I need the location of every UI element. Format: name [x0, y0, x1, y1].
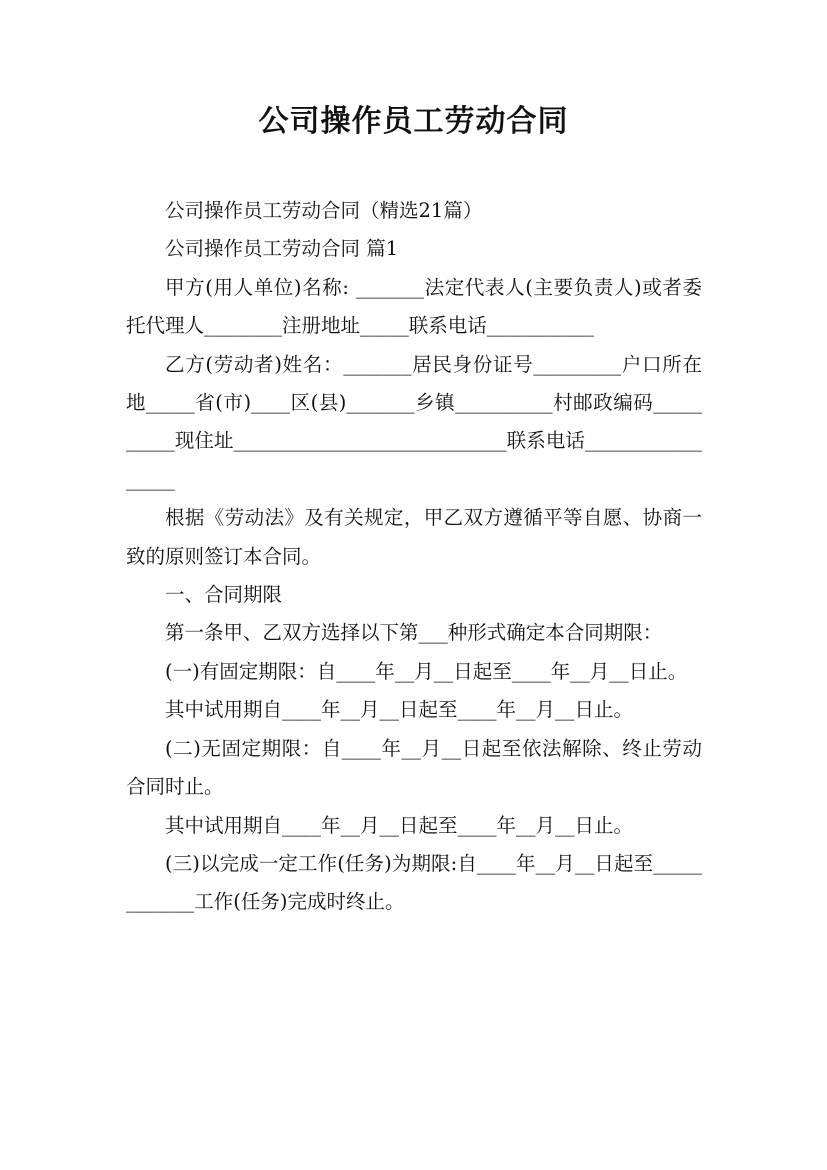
document-body	[126, 192, 702, 922]
preamble-paragraph: 根据《劳动法》及有关规定，甲乙双方遵循平等自愿、协商一致的原则签订本合同。	[126, 506, 702, 568]
subtitle-paragraph: 公司操作员工劳动合同（精选21篇）	[165, 199, 483, 222]
probation-paragraph: 其中试用期自____年__月__日起至____年__月__日止。	[165, 813, 634, 837]
chapter-heading: 一、合同期限	[165, 583, 283, 607]
party-a-paragraph: 甲方(用人单位)名称: _______法定代表人(主要负责人)或者委托代理人________注册地址_____联系电话___________	[126, 275, 702, 338]
probation-paragraph: 其中试用期自____年__月__日起至____年__月__日止。	[165, 698, 634, 722]
section-heading: 公司操作员工劳动合同 篇1	[165, 237, 399, 261]
party-b-paragraph: 乙方(劳动者)姓名：_______居民身份证号_________户口所在地_____省(市)____区(县)_______乡镇__________村邮政编码__________现住址____________________________联系电话_________________	[126, 352, 702, 491]
task-term-paragraph: (三)以完成一定工作(任务)为期限:自____年__月__日起至____________工作(任务)完成时终止。	[126, 851, 702, 914]
open-term-paragraph: (二)无固定期限：自____年__月__日起至依法解除、终止劳动合同时止。	[126, 736, 702, 799]
article-1-paragraph: 第一条甲、乙双方选择以下第___种形式确定本合同期限：	[165, 621, 663, 645]
fixed-term-paragraph: (一)有固定期限：自____年__月__日起至____年__月__日止。	[165, 659, 688, 683]
document-title: 公司操作员工劳动合同	[258, 104, 569, 139]
